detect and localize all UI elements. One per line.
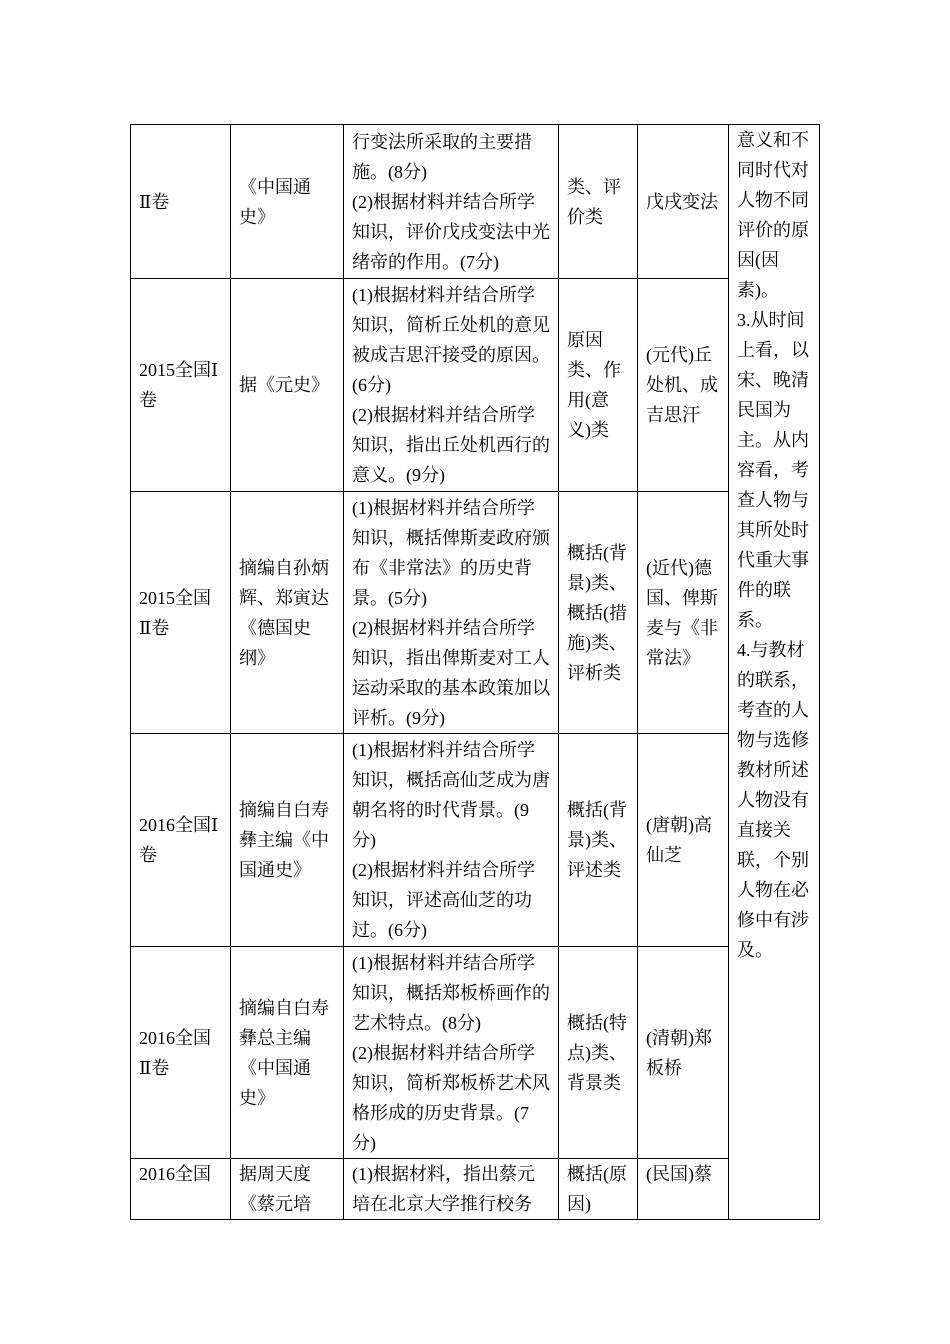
material-cell: 摘编自白寿彝主编《中国通史》 xyxy=(231,734,344,947)
source-cell: 2015全国Ⅱ卷 xyxy=(131,492,231,734)
type-cell: 类、评价类 xyxy=(559,125,638,279)
question-text: (2)根据材料并结合所学知识，评价戊戌变法中光绪帝的作用。(7分) xyxy=(352,191,550,272)
questions-cell xyxy=(344,947,559,1159)
question-text: (2)根据材料并结合所学知识，评述高仙芝的功过。(6分) xyxy=(352,860,535,940)
person-cell: (民国)蔡 xyxy=(638,1159,729,1220)
type-cell: 概括(背景)类、评述类 xyxy=(559,734,638,947)
person-cell: 戊戌变法 xyxy=(638,125,729,279)
table-row xyxy=(131,492,820,734)
question-text: (1)根据材料并结合所学知识，概括高仙芝成为唐朝名将的时代背景。(9分) xyxy=(352,740,550,850)
type-cell: 原因类、作用(意义)类 xyxy=(559,279,638,492)
source-cell: 2016全国Ⅱ卷 xyxy=(131,947,231,1159)
question-text: (1)根据材料并结合所学知识，概括俾斯麦政府颁布《非常法》的历史背景。(5分) xyxy=(352,497,550,608)
question-text: (1)根据材料并结合所学知识，简析丘处机的意见被成吉思汗接受的原因。(6分) xyxy=(352,285,550,395)
table-row xyxy=(131,734,820,947)
material-cell: 《中国通史》 xyxy=(231,125,344,279)
question-text: (1)根据材料，指出蔡元培在北京大学推行校务 xyxy=(352,1164,535,1214)
material-cell: 摘编自孙炳辉、郑寅达《德国史纲》 xyxy=(231,492,344,734)
questions-cell xyxy=(344,125,559,279)
notes-cell xyxy=(729,125,820,1220)
exam-analysis-table xyxy=(130,124,820,1220)
source-cell: Ⅱ卷 xyxy=(131,125,231,279)
source-cell: 2016全国Ⅰ卷 xyxy=(131,734,231,947)
question-text: (1)根据材料并结合所学知识，概括郑板桥画作的艺术特点。(8分) xyxy=(352,952,550,1033)
material-cell: 摘编自白寿彝总主编《中国通史》 xyxy=(231,947,344,1159)
material-cell: 据周天度《蔡元培 xyxy=(231,1159,344,1220)
type-cell: 概括(特点)类、背景类 xyxy=(559,947,638,1159)
person-cell: (近代)德国、俾斯麦与《非常法》 xyxy=(638,492,729,734)
note-paragraph: 3.从时间上看，以宋、晚清民国为主。从内容看，考查人物与其所处时代重大事件的联系。 xyxy=(737,310,809,630)
table-row xyxy=(131,1159,820,1220)
person-cell: (元代)丘处机、成吉思汗 xyxy=(638,279,729,492)
question-text: 行变法所采取的主要措施。(8分) xyxy=(352,131,532,182)
material-cell: 据《元史》 xyxy=(231,279,344,492)
person-cell: (清朝)郑板桥 xyxy=(638,947,729,1159)
source-cell: 2015全国Ⅰ卷 xyxy=(131,279,231,492)
type-cell: 概括(背景)类、概括(措施)类、评析类 xyxy=(559,492,638,734)
question-text: (2)根据材料并结合所学知识，指出丘处机西行的意义。(9分) xyxy=(352,405,550,485)
type-cell: 概括(原因) xyxy=(559,1159,638,1220)
table-row xyxy=(131,279,820,492)
questions-cell xyxy=(344,279,559,492)
question-text: (2)根据材料并结合所学知识，简析郑板桥艺术风格形成的历史背景。(7分) xyxy=(352,1042,550,1153)
note-paragraph: 4.与教材的联系，考查的人物与选修教材所述人物没有直接关联，个别人物在必修中有涉及。 xyxy=(737,640,809,960)
person-cell: (唐朝)高仙芝 xyxy=(638,734,729,947)
questions-cell xyxy=(344,734,559,947)
note-paragraph: 意义和不同时代对人物不同评价的原因(因素)。 xyxy=(737,130,809,300)
question-text: (2)根据材料并结合所学知识，指出俾斯麦对工人运动采取的基本政策加以评析。(9分) xyxy=(352,617,550,728)
source-cell: 2016全国 xyxy=(131,1159,231,1220)
questions-cell xyxy=(344,1159,559,1220)
table-row xyxy=(131,947,820,1159)
questions-cell xyxy=(344,492,559,734)
table-row xyxy=(131,125,820,279)
